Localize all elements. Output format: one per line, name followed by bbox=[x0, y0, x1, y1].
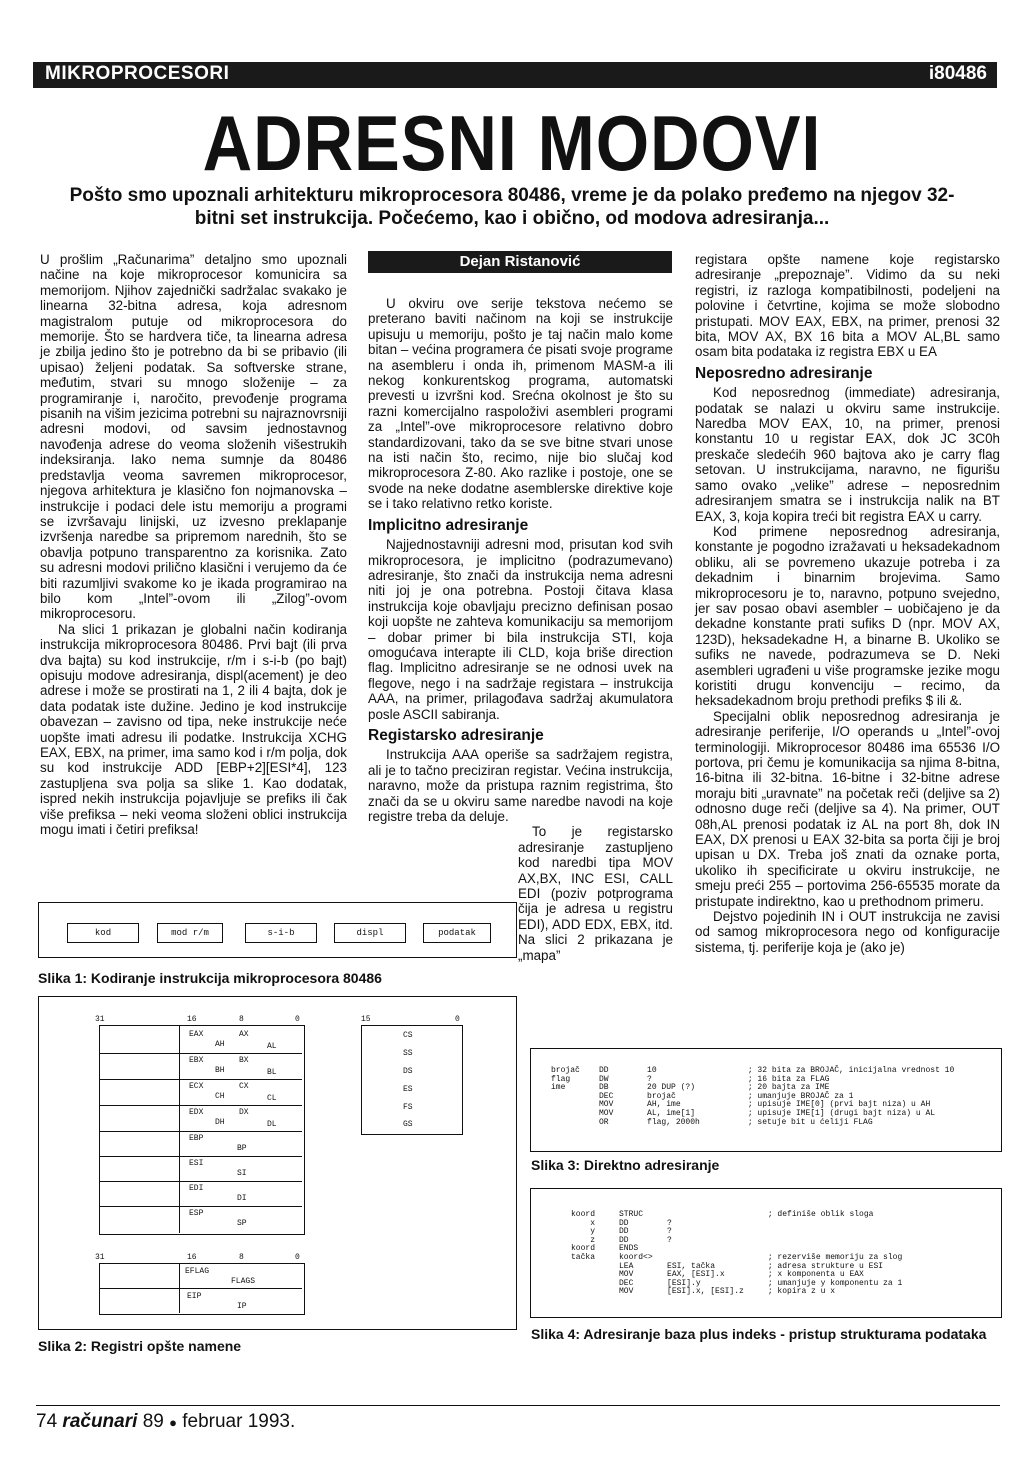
figure-3-code bbox=[530, 1048, 1002, 1152]
figure-2-caption: Slika 2: Registri opšte namene bbox=[38, 1338, 242, 1354]
paragraph: Dejstvo pojedinih IN i OUT instrukcija ne zavisi od samog mikroprocesora nego od konfiguracije sistema, tj. periferije koja je (ako je) bbox=[695, 909, 1000, 955]
register-label: AX bbox=[239, 1030, 249, 1039]
register-label: EBP bbox=[189, 1134, 204, 1143]
paragraph: U okviru ove serije tekstova nećemo se preterano baviti načinom na koji se instrukcije upisuju u memoriju, pošto je taj način malo kome bitan – većina programera će pisati svoje programe na asembleru i onda ih, primenom MASM-a ili nekog konkurentskog programa, automatski prevesti u izvršni kod. Srećna okolnost je što su razni komercijalno raspoloživi asembleri programi za „Intel”-ove mikroprocesore relativno dobro standardizovani, tako da se sve bitne stvari unose na isti način što, recimo, nije bio slučaj kod mikroprocesora Z-80. Ako razlike i postoje, one se svode na neke dodatne asemblerske direktive koje se i tako relativno retko koriste. bbox=[368, 296, 673, 512]
footer-rule bbox=[36, 1405, 1000, 1406]
section-heading: Registarsko adresiranje bbox=[368, 726, 544, 744]
paragraph: Specijalni oblik neposrednog adresiranja je adresiranje periferije, I/O operands u „Intel”-ovoj terminologiji. Mikroprocesor 80486 ima 65536 I/O portova, pri čemu je komunikacija sa njima 8-bitna, 16-bitna ili 32-bitna. 16-bitne i 32-bitne adrese moraju biti „uravnate” na početak reči (deljive sa 2) odnosno duge reči (deljive sa 4). Na primer, OUT 08h,AL prenosi podatak iz AL na port 8h, dok IN EAX, DX prenosi u EAX 32-bita sa porta čiji je broj upisan u DX. Treba još znati da oznake porta, ukoliko ih specificirate u okviru instrukcije, ne smeju preći 255 – portovima 256-65535 morate da pristupate indirektno, kao u prethodnom primeru. bbox=[695, 708, 1000, 909]
issue-date: februar 1993. bbox=[182, 1411, 296, 1432]
register-label: EIP bbox=[187, 1292, 202, 1301]
paragraph: Instrukcija AAA operiše sa sadržajem registra, ali je to tačno preciziran registar. Većina instrukcija, naravno, može da pristupa raznim registrima, što znači da se u okviru same naredbe navodi na koje registre treba da deluje. bbox=[368, 747, 673, 824]
figure-4-caption: Slika 4: Adresiranje baza plus indeks - pristup strukturama podataka bbox=[531, 1326, 987, 1342]
author-byline: Dejan Ristanović bbox=[368, 251, 672, 273]
segment-register: ES bbox=[403, 1085, 413, 1094]
code-listing: koord STRUC ; definiše oblik sloga x DD ? y DD ? z DD ? koord ENDS tačka koord<> ; rezerviše memoriju za slog LEA ESI, tačka ; adresa strukture u ESI MOV EAX, [ESI].x ; x komponenta u EAX DEC [ESI].y ; umanjuje y komponentu za 1 MOV [ESI].x, [ESI].z ; kopira z u x bbox=[571, 1210, 903, 1297]
register-label: ECX bbox=[189, 1082, 204, 1091]
section-heading: Neposredno adresiranje bbox=[695, 364, 873, 382]
register-label: DX bbox=[239, 1108, 249, 1117]
paragraph: Na slici 1 prikazan je globalni način kodiranja instrukcija mikroprocesora 80486. Prvi bajt (ili prva dva bajta) su kod instrukcije, r/m i s-i-b (po bajt) opisuju modove adresiranja, displ(acement) je deo adrese i može se prostirati na 1, 2 ili 4 bajta, dok je data podatak iste dužine. Jedino je kod instrukcije obavezan – zavisno od tipa, neke instrukcije neće uopšte imati adresu ili podatke. Instrukcija XCHG EAX, EBX, na primer, ima samo kod i r/m polja, dok su kod instrukcije ADD [EBP+2][ESI*4], 123 zastupljena sva polja sa slike 1. Kao dodatak, ispred nekih instrukcija pojavljuje se prefiks ili čak više prefiksa – neki veoma složeni oblici instrukcija mogu imati i četiri prefiksa! bbox=[40, 621, 347, 838]
page-footer bbox=[36, 1411, 295, 1433]
field-kod: kod bbox=[67, 923, 139, 943]
bit-label: 16 bbox=[187, 1253, 197, 1262]
register-label: BP bbox=[237, 1144, 247, 1153]
paragraph: To je registarsko adresiranje zastupljeno kod naredbi tipa MOV AX,BX, INC ESI, CALL EDI (poziv potprograma čija je adresa u registru EDI), ADD EDX, EBX, itd. Na slici 2 prikazana je „mapa” bbox=[518, 824, 673, 963]
article-title: ADRESNI MODOVI bbox=[202, 99, 822, 187]
register-label: BL bbox=[267, 1068, 277, 1077]
paragraph: registara opšte namene koje registarsko adresiranje „prepoznaje”. Vidimo da su neki registri, iz razloga kompatibilnosti, podeljeni na polovine i četvrtine, kojima se može slobodno pristupati. MOV EAX, EBX, na primer, prenosi 32 bita, MOV AX, BX 16 bita a MOV AL,BL samo osam bita podataka iz registra EBX u EA bbox=[695, 252, 1000, 360]
paragraph: Najjednostavniji adresni mod, prisutan kod svih mikroprocesora, je implicitno (podrazumevano) adresiranje, što znači da instrukcija nema adresni niti joj je ona potrebna. Postoji čitava klasa instrukcija koje obavljaju precizno definisan posao koji uopšte ne zahteva komunikaciju sa memorijom – dobar primer bi bila instrukcija STI, koja omogućava interapte ili CLD, koja briše direction flag. Implicitno adresiranje se ne odnosi uvek na flegove, nego i na sadržaje registara – instrukcija AAA, na primer, prilagođava sadržaj akumulatora posle ASCII sabiranja. bbox=[368, 537, 673, 722]
register-label: CH bbox=[215, 1092, 225, 1101]
segment-register: DS bbox=[403, 1067, 413, 1076]
register-label: ESP bbox=[189, 1209, 204, 1218]
column-2 bbox=[368, 296, 673, 963]
register-label: AH bbox=[215, 1040, 225, 1049]
segment-register: GS bbox=[403, 1120, 413, 1129]
segment-register-block bbox=[361, 1025, 463, 1135]
register-label: EBX bbox=[189, 1056, 204, 1065]
segment-register: FS bbox=[403, 1103, 413, 1112]
chip-label: i80486 bbox=[928, 63, 987, 84]
register-label: IP bbox=[237, 1302, 247, 1311]
register-label: EDX bbox=[189, 1108, 204, 1117]
article-lead: Pošto smo upoznali arhitekturu mikroprocesora 80486, vreme je da polako pređemo na njegov 32-bitni set instrukcija. Počećemo, kao i obično, od modova adresiranja... bbox=[69, 185, 955, 229]
paragraph: Kod primene neposrednog adresiranja, konstante je pogodno izražavati u heksadekadnom obliku, ali se povremeno ukazuje potreba i za dekadnim i binarnim brojevima. Samo mikroprocesoru je to, naravno, potpuno svejedno, jer sav posao obavi asembler – uobičajeno je da dekadne konstante prati sufiks D (npr. MOV AX, 123D), heksadekadne H, a binarne B. Ukoliko se sufiks ne navede, podrazumeva se D. Neki asembleri ugrađeni u više programske jezike mogu koristiti drugu konvenciju – recimo, da heksadekadnom broju prethodi prefiks $ ili &. bbox=[695, 523, 1000, 709]
register-label: FLAGS bbox=[231, 1277, 256, 1286]
paragraph: U prošlim „Računarima” detaljno smo upoznali načine na koje mikroprocesor komunicira sa memorijom. Njihov zajednički sadržalac svakako je linearna 32-bitna adresa, koja adresnom magistralom putuje od mikroprocesora do memorije. Što se hardvera tiče, ta linearna adresa je zbilja jedino što je potrebno da bi se pribavio (ili upisao) željeni podatak. Sa softverske strane, međutim, stvari su mnogo složenije – za programiranje i, naročito, prevođenje programa pisanih na višim jezicima potrebni su najraznovrsniji adresni modovi, od savsim jednostavnog navođenja adrese do veoma složenih višestrukih indeksiranja. Iako nema sumnje da 80486 predstavlja veoma savremen mikroprocesor, njegova arhitektura je klasično fon nojmanovska – instrukcije i podaci dele istu memoriju a programi se izvršavaju linijski, uz izvesno preklapanje izvršenja naredbe sa pripremom narednih, što se obavlja potpuno transparentno za korisnika. Zato su adresni modovi prilično klasični i verujemo da će biti razumljivi svakome ko je ikada programirao na bilo kom „Intel”-ovom ili „Zilog”-ovom mikroprocesoru. bbox=[40, 252, 347, 622]
bit-label: 8 bbox=[239, 1015, 244, 1024]
register-label: SI bbox=[237, 1169, 247, 1178]
register-label: BX bbox=[239, 1056, 249, 1065]
column-1 bbox=[40, 252, 347, 837]
register-label: AL bbox=[267, 1042, 277, 1051]
bit-label: 0 bbox=[455, 1015, 460, 1024]
register-label: DI bbox=[237, 1194, 247, 1203]
paragraph: Kod neposrednog (immediate) adresiranja, podatak se nalazi u okviru same instrukcije. Naredba MOV EAX, 10, na primer, prenosi konstantu 10 u registar EAX, dok JC 3C0h preskače sledećih 960 bajtova ako je carry flag setovan. U instrukcijama, naravno, ne figurišu samo ovako „velike” adrese – neposrednim adresiranjem smatra se i instrukcija nalik na BT EAX, 3, koja kopira treći bit registra EAX u carry. bbox=[695, 385, 1000, 524]
figure-1-encoding bbox=[38, 902, 517, 958]
field-podatak: podatak bbox=[423, 923, 491, 943]
section-heading: Implicitno adresiranje bbox=[368, 516, 529, 534]
register-label: BH bbox=[215, 1066, 225, 1075]
bit-label: 0 bbox=[295, 1253, 300, 1262]
register-label: CL bbox=[267, 1094, 277, 1103]
bit-label: 8 bbox=[239, 1253, 244, 1262]
register-label: ESI bbox=[189, 1159, 204, 1168]
magazine-name: računari bbox=[62, 1411, 138, 1432]
register-label: CX bbox=[239, 1082, 249, 1091]
register-label: EDI bbox=[189, 1184, 204, 1193]
bit-label: 31 bbox=[95, 1253, 105, 1262]
figure-1-caption: Slika 1: Kodiranje instrukcija mikroprocesora 80486 bbox=[38, 970, 382, 986]
code-listing: brojač DD 10 ; 32 bita za BROJAČ, inicijalna vrednost 10 flag DW ? ; 16 bita za FLAG ime DB 20 DUP (?) ; 20 bajta za IME DEC brojač ; umanjuje BROJAČ za 1 MOV AH, ime ; upisuje IME[0] (prvi bajt niza) u AH MOV AL, ime[1] ; upisuje IME[1] (drugi bajt niza) u AL OR flag, 2000h ; setuje bit u ćeliji FLAG bbox=[551, 1066, 955, 1127]
issue-number: 89 bbox=[142, 1411, 164, 1432]
register-label: DL bbox=[267, 1120, 277, 1129]
segment-register: SS bbox=[403, 1049, 413, 1058]
page-number: 74 bbox=[36, 1411, 58, 1432]
figure-4-code bbox=[530, 1188, 1002, 1318]
figure-3-caption: Slika 3: Direktno adresiranje bbox=[531, 1157, 720, 1173]
header-bar bbox=[33, 62, 997, 88]
column-3 bbox=[695, 252, 1000, 955]
segment-register: CS bbox=[403, 1031, 413, 1040]
figure-2-registers bbox=[38, 996, 517, 1330]
bit-label: 31 bbox=[95, 1015, 105, 1024]
register-label: EAX bbox=[189, 1030, 204, 1039]
field-displ: displ bbox=[334, 923, 406, 943]
field-mod-rm: mod r/m bbox=[157, 923, 223, 943]
register-label: DH bbox=[215, 1118, 225, 1127]
register-label: SP bbox=[237, 1219, 247, 1228]
bit-label: 0 bbox=[295, 1015, 300, 1024]
bullet-icon: ● bbox=[169, 1415, 177, 1430]
bit-label: 15 bbox=[361, 1015, 371, 1024]
bit-label: 16 bbox=[187, 1015, 197, 1024]
section-label: MIKROPROCESORI bbox=[45, 63, 230, 84]
field-sib: s-i-b bbox=[245, 923, 317, 943]
register-label: EFLAG bbox=[185, 1267, 210, 1276]
